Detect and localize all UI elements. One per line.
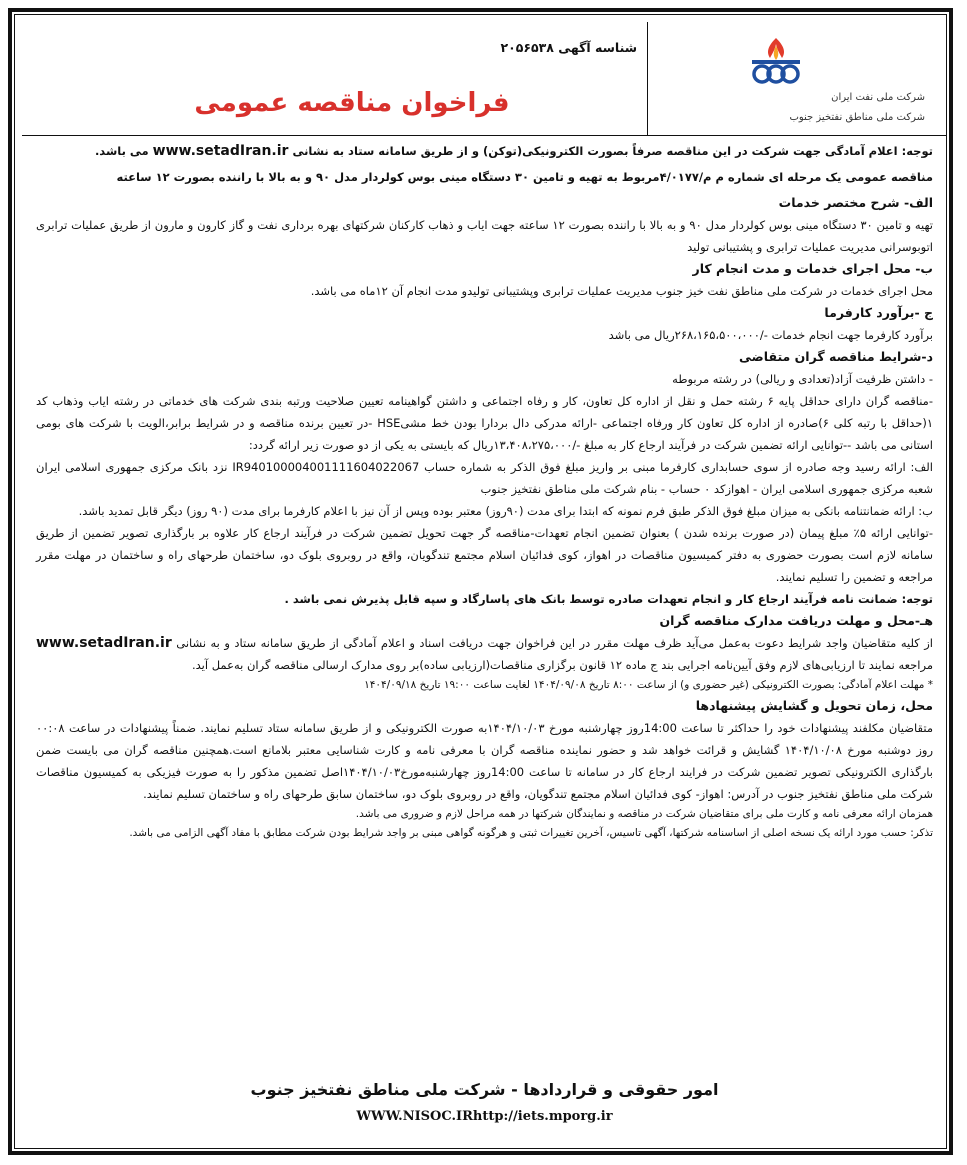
company-subtitle: شرکت ملی مناطق نفتخیز جنوب <box>789 112 925 123</box>
guarantee-option-b: ب: ارائه ضمانتنامه بانکی به میزان مبلغ فوق الذکر طبق فرم نمونه که ابتدا برای مدت (۹۰روز) معتبر بوده وپس از آن نیز با اعلام کارفرما برای مدت (۹۰ روز) دیگر قابل تمدید باشد. <box>78 504 933 518</box>
section-d-title: د-شرایط مناقصه گران متقاضی <box>739 349 933 364</box>
nioc-logo-icon <box>748 36 804 90</box>
attention-suffix: می باشد. <box>94 144 149 158</box>
section-m-text: متقاضیان مکلفند پیشنهادات خود را حداکثر تا ساعت 14:00روز چهارشنبه مورخ ۱۴۰۴/۱۰/۰۳به صورت الکترونیکی و از طریق سامانه ستاد تسلیم نمایند. ضمناً پیشنهادات در ساعت ۰۰:۰۸ روز دوشنبه مورخ ۱۴۰۴/۱۰/۰۸ گشایش و قرائت خواهد شد و حضور نماینده مناقصه گران با معرفی نامه و کارت شناسایی معتبر بلامانع است.همچنین مناقصه گران می بایست ضمن بارگذاری الکترونیکی تصویر تضمین شرکت در فرایند ارجاع کار در سامانه تا ساعت 14:00روز چهارشنبه‌مورخ۱۴۰۴/۱۰/۰۳اصل تضمین مذکور را به صورت فیزیکی به کمیسیون مناقصات شرکت ملی مناطق نفتخیز جنوب در آدرس: اهواز- کوی فدائیان اسلام مجتمع تندگویان، واقع در روبروی بلوک دو، ساختمان سابق طرحهای راه و ساختمان تسلیم نمایند. <box>36 721 933 801</box>
setad-link[interactable]: www.setadIran.ir <box>152 143 289 159</box>
attention-prefix: توجه: اعلام آمادگی جهت شرکت در این مناقصه صرفاً بصورت الکترونیکی(توکن) و از طریق سامانه ستاد به نشانی <box>292 144 933 158</box>
attention-banks: توجه: ضمانت نامه فرآیند ارجاع کار و انجام تعهدات صادره توسط بانک های پاسارگاد و سپه قابل پذیرش نمی باشد . <box>284 592 933 606</box>
logo-box <box>647 22 947 136</box>
page-title: فراخوان مناقصه عمومی <box>194 88 510 118</box>
header <box>22 22 947 136</box>
section-h-text <box>36 632 933 676</box>
condition-grade: -مناقصه گران دارای حداقل پایه ۶ رشته حمل و نقل از اداره کل تعاون، کار و رفاه اجتماعی و داشتن گواهینامه تعیین صلاحیت ورتبه بندی شرکت های خدماتی در رشته ایاب وذهاب کد ۱(حداقل با رتبه کلی ۶)صادره از اداره کل تعاون کار ورفاه اجتماعی -ارائه مدرکی دال بردارا بودن خط مشیHSE -در تعیین برنده مناقصه و در شرایط برابر،الویت با شرکت های بومی استانی می باشد --توانایی ارائه تضمین شرکت در فرآیند ارجاع کار به مبلغ -/۱۳،۴۰۸،۲۷۵،۰۰۰ریال که بایستی به یکی از دو صورت زیر ارائه گردد: <box>36 394 933 452</box>
footer-title: امور حقوقی و قراردادها - شرکت ملی مناطق نفتخیز جنوب <box>250 1080 719 1099</box>
section-h-text-1: از کلیه متقاضیان واجد شرایط دعوت به‌عمل می‌آید ظرف مهلت مقرر در این فراخوان جهت دریافت اسناد و اعلام آمادگی از طریق سامانه ستاد و به نشانی <box>176 636 933 650</box>
section-h-title: هـ-محل و مهلت دریافت مدارک مناقصه گران <box>659 613 933 628</box>
intro-line: مناقصه عمومی یک مرحله ای شماره م م/۴/۰۱۷۷مربوط به تهیه و تامین ۳۰ دستگاه مینی بوس کولردار مدل ۹۰ و به بالا با راننده بصورت ۱۲ ساعته <box>116 170 933 184</box>
company-name: شرکت ملی نفت ایران <box>831 92 925 103</box>
note-documents: تذکر: حسب مورد ارائه یک نسخه اصلی از اساسنامه شرکتها، آگهی تاسیس، آخرین تغییرات ثبتی و هرگونه گواهی مبنی بر واجد شرایط بودن شرکت مطابق با مفاد آگهی الزامی می باشد. <box>129 827 933 839</box>
section-h-text-2: مراجعه نمایند تا ارزیابی‌های لازم وفق آیین‌نامه اجرایی بند ج ماده ۱۲ قانون برگزاری مناقصات(ارزیابی ساده)بر روی مدارک ارسالی مناقصه گران به‌عمل آید. <box>191 658 933 672</box>
section-c-text: برآورد کارفرما جهت انجام خدمات -/۲۶۸،۱۶۵،۵۰۰،۰۰۰ریال می باشد <box>608 328 933 342</box>
attention-line <box>36 140 933 162</box>
section-c-title: ج -برآورد کارفرما <box>824 305 933 320</box>
section-b-text: محل اجرای خدمات در شرکت ملی مناطق نفت خیز جنوب مدیریت عملیات ترابری وپشتیبانی تولیدو مدت انجام آن ۱۲ماه می باشد. <box>310 284 933 298</box>
section-a-text: تهیه و تامین ۳۰ دستگاه مینی بوس کولردار مدل ۹۰ و به بالا با راننده بصورت ۱۲ ساعته جهت ایاب و ذهاب کارکنان شرکتهای بهره برداری نفت و گاز کارون و مارون از طریق عملیات ترابری اتوبوسرانی مدیریت عملیات ترابری و پشتیبانی تولید <box>36 218 933 254</box>
deadline-line: * مهلت اعلام آمادگی: بصورت الکترونیکی (غیر حضوری و) از ساعت ۸:۰۰ تاریخ ۱۴۰۴/۰۹/۰۸ لغایت ساعت ۱۹:۰۰ تاریخ ۱۴۰۴/۰۹/۱۸ <box>364 679 933 691</box>
condition-capacity: - داشتن ظرفیت آزاد(تعدادی و ریالی) در رشته مربوطه <box>672 372 933 386</box>
footer <box>22 1080 947 1124</box>
guarantee-option-a: الف: ارائه رسید وجه صادره از سوی حسابداری کارفرما مبنی بر واریز مبلغ فوق الذکر به شماره حساب IR940100004001111604022067 نزد بانک مرکزی جمهوری اسلامی ایران شعبه مرکزی جمهوری اسلامی ایران - اهوازکد ۰ حساب - بنام شرکت ملی مناطق نفتخیز جنوب <box>36 460 933 496</box>
setad-link-2[interactable]: www.setadIran.ir <box>36 635 172 651</box>
note-id-card: همزمان ارائه معرفی نامه و کارت ملی برای متقاضیان شرکت در مناقصه و نمایندگان شرکتها در همه مراحل لازم و ضروری می باشد. <box>355 808 933 820</box>
section-b-title: ب- محل اجرای خدمات و مدت انجام کار <box>692 261 933 276</box>
footer-urls[interactable]: WWW.NISOC.IRhttp://iets.mporg.ir <box>356 1109 613 1124</box>
section-a-title: الف- شرح مختصر خدمات <box>778 195 933 210</box>
condition-performance-bond: -توانایی ارائه ۵٪ مبلغ پیمان (در صورت برنده شدن ) بعنوان تضمین انجام تعهدات-مناقصه گر جهت تحویل تضمین شرکت در فرآیند ارجاع کار علاوه بر بارگذاری تصویر تضمین از طریق سامانه لازم است بصورت حضوری به دفتر کمیسیون مناقصات در اهواز، کوی فدائیان اسلام مجتمع تندگویان، واقع در روبروی بلوک دو، ساختمان طرحهای راه و ساختمان در مهلت مقرر مراجعه و تضمین را تسلیم نمایند. <box>36 526 933 584</box>
notice-number: شناسه آگهی ۲۰۵۶۵۳۸ <box>500 40 637 55</box>
notice-body <box>36 140 933 843</box>
section-m-title: محل، زمان تحویل و گشایش پیشنهادها <box>695 698 933 713</box>
